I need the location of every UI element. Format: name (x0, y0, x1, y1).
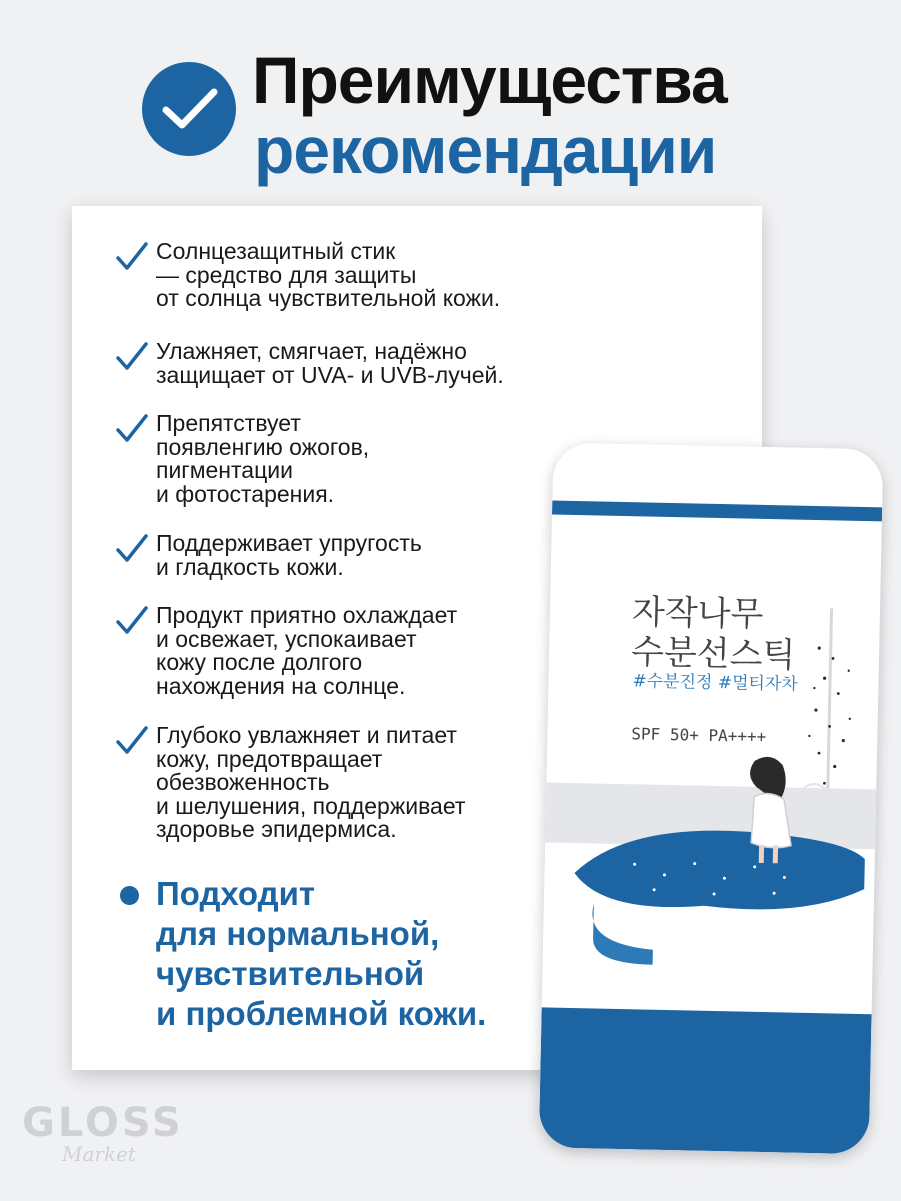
brand-logo-sub: Market (62, 1142, 136, 1166)
product-spf: SPF 50+ PA++++ (631, 724, 767, 747)
product-illustration (539, 443, 884, 1155)
benefit-text: Глубоко увлажняет и питает кожу, предотвращает обезвоженность и шелушения, поддерживает здоровье эпидермиса. (156, 722, 466, 842)
checkmark-circle-icon (142, 62, 236, 156)
benefit-text: Препятствует появленгию ожогов, пигментации и фотостарения. (156, 410, 370, 507)
checkmark-icon (116, 342, 148, 372)
benefit-text: Улажняет, смягчает, надёжно защищает от UVA- и UVB-лучей. (156, 338, 504, 388)
brand-logo: GLOSS (22, 1100, 184, 1146)
checkmark-icon (116, 606, 148, 636)
product-image (539, 443, 894, 1162)
checkmark-icon (116, 242, 148, 272)
product-stick (539, 443, 884, 1155)
bullet-dot-icon (120, 886, 139, 905)
product-tags: #수분진정 #멀티자차 (632, 671, 798, 695)
checkmark-icon (116, 534, 148, 564)
page-title: Преимущества (252, 43, 727, 117)
product-name-line1: 자작나무 (631, 592, 764, 635)
checkmark-icon (116, 726, 148, 756)
benefit-text: Поддерживает упругость и гладкость кожи. (156, 530, 422, 580)
benefit-text: Солнцезащитный стик — средство для защиты от солнца чувствительной кожи. (156, 238, 501, 311)
product-name-line2: 수분선스틱 (630, 632, 796, 676)
benefit-text: Продукт приятно охлаждает и освежает, успокаивает кожу после долгого нахождения на солнце. (156, 602, 458, 699)
page-subtitle: рекомендации (254, 113, 717, 187)
checkmark-icon (116, 414, 148, 444)
suitable-for-text: Подходит для нормальной, чувствительной и проблемной кожи. (156, 875, 487, 1032)
